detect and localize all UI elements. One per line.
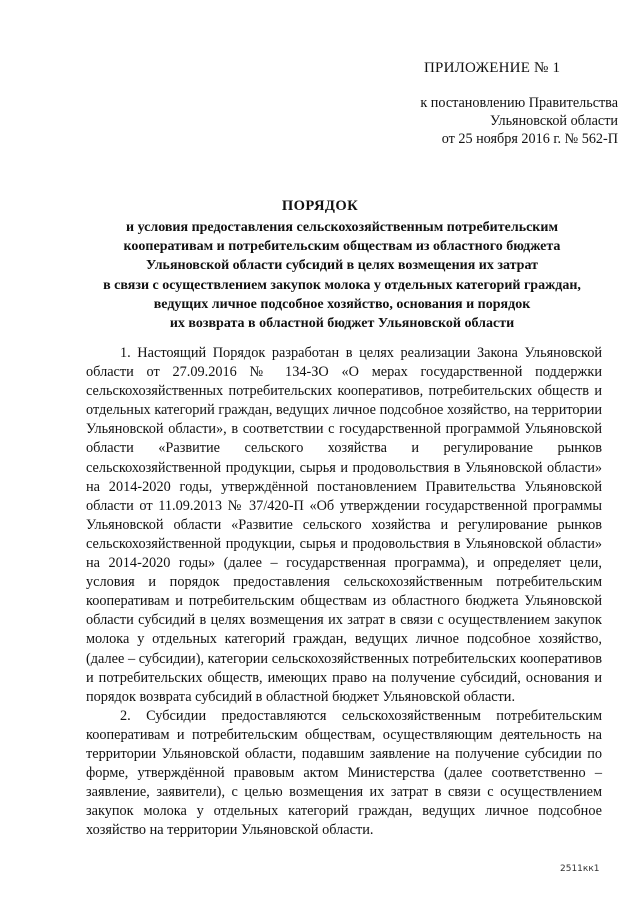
- decree-ref-line: от 25 ноября 2016 г. № 562-П: [441, 131, 618, 147]
- subtitle-line: Ульяновской области субсидий в целях возмещения их затрат: [146, 258, 538, 274]
- subtitle-line: ведущих личное подсобное хозяйство, основания и порядок: [153, 296, 531, 312]
- subtitle-line: в связи с осуществлением закупок молока у отдельных категорий граждан,: [103, 277, 581, 293]
- document-subtitle: [72, 218, 612, 333]
- document-title: ПОРЯДОК: [281, 198, 359, 214]
- subtitle-line: кооперативам и потребительским обществам из областного бюджета: [123, 239, 561, 255]
- decree-reference: [370, 94, 618, 148]
- subtitle-line: и условия предоставления сельскохозяйственным потребительским: [126, 220, 558, 235]
- decree-ref-line: Ульяновской области: [490, 113, 618, 129]
- document-body: [86, 344, 602, 840]
- appendix-title: ПРИЛОЖЕНИЕ № 1: [424, 60, 561, 76]
- footer-code: 2511кк1: [560, 864, 600, 874]
- paragraph-1: 1. Настоящий Порядок разработан в целях реализации Закона Ульяновской области от 27.09.2016 № 134-ЗО «О мерах государственной поддержки сельскохозяйственных потребительских кооперативов, потребительских обществ и отдельных категорий граждан, ведущих личное подсобное хозяйство, на территории Ульяновской области», в соответствии с государственной программой Ульяновской области «Развитие сельского хозяйства и регулирование рынков сельскохозяйственной продукции, сырья и продовольствия в Ульяновской области» на 2014-2020 годы, утверждённой постановлением Правительства Ульяновской области от 11.09.2013 № 37/420-П «Об утверждении государственной программы Ульяновской области «Развитие сельского хозяйства и регулирование рынков сельскохозяйственной продукции, сырья и продовольствия в Ульяновской области» на 2014-2020 годы» (далее – государственная программа), и определяет цели, условия и порядок предоставления сельскохозяйственным потребительским кооперативам и потребительским обществам из областного бюджета Ульяновской области субсидий в целях возмещения их затрат в связи с осуществлением закупок молока у отдельных категорий граждан, ведущих личное подсобное хозяйство, (далее – субсидии), категории сельскохозяйственных потребительских кооперативов и потребительских обществ, имеющих право на получение субсидий, основания и порядок возврата субсидий в областной бюджет Ульяновской области.: [86, 345, 602, 705]
- subtitle-line: их возврата в областной бюджет Ульяновской области: [169, 316, 515, 332]
- decree-ref-line: к постановлению Правительства: [420, 95, 618, 111]
- paragraph-2: 2. Субсидии предоставляются сельскохозяйственным потребительским кооперативам и потребительским обществам, осуществляющим деятельность на территории Ульяновской области, подавшим заявление на получение субсидии по форме, утверждённой правовым актом Министерства (далее соответственно – заявление, заявители), с целью возмещения их затрат в связи с осуществлением закупок молока у отдельных категорий граждан, ведущих личное подсобное хозяйство на территории Ульяновской области.: [86, 707, 602, 839]
